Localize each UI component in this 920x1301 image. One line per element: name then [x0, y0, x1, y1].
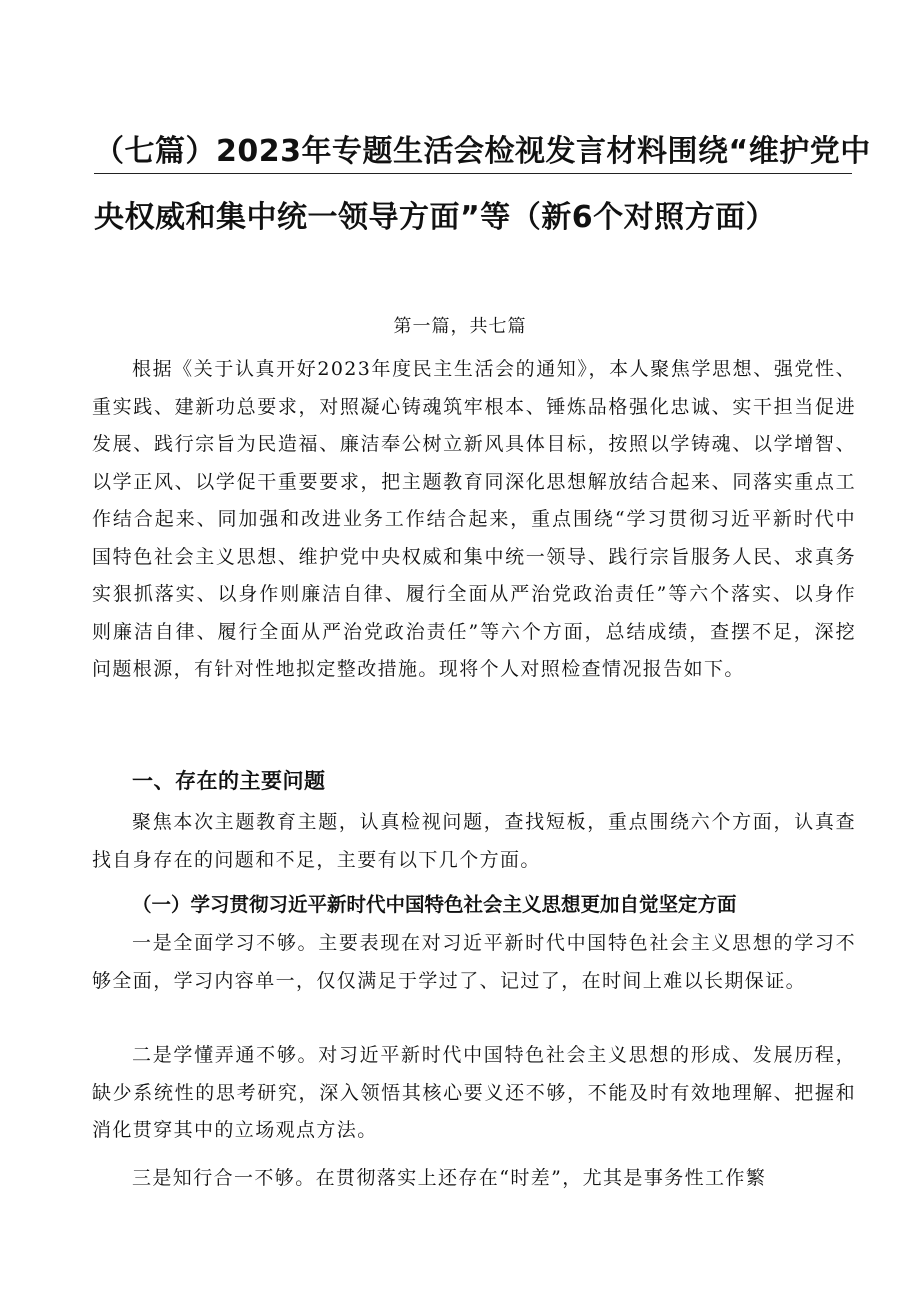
part-indicator: 第一篇，共七篇 — [393, 316, 527, 337]
problem-paragraph-2: 二是学懂弄通不够。对习近平新时代中国特色社会主义思想的形成、发展历程，缺少系统性的思考研究，深入领悟其核心要义还不够，不能及时有效地理解、把握和消化贯穿其中的立场观点方法。 — [92, 1044, 856, 1141]
problem-paragraph-1: 一是全面学习不够。主要表现在对习近平新时代中国特色社会主义思想的学习不够全面，学习内容单一，仅仅满足于学过了、记过了，在时间上难以长期保证。 — [92, 932, 856, 992]
section-intro-paragraph: 聚焦本次主题教育主题，认真检视问题，查找短板，重点围绕六个方面，认真查找自身存在的问题和不足，主要有以下几个方面。 — [92, 811, 856, 871]
section-heading-main-problems: 一、存在的主要问题 — [132, 769, 326, 793]
intro-paragraph: 根据《关于认真开好2023年度民主生活会的通知》，本人聚焦学思想、强党性、重实践、建新功总要求，对照凝心铸魂筑牢根本、锤炼品格强化忠诚、实干担当促进发展、践行宗旨为民造福、廉洁奉公树立新风具体目标，按照以学铸魂、以学增智、以学正风、以学促干重要要求，把主题教育同深化思想解放结合起来、同落实重点工作结合起来、同加强和改进业务工作结合起来，重点围绕“学习贯彻习近平新时代中国特色社会主义思想、维护党中央权威和集中统一领导、践行宗旨服务人民、求真务实狠抓落实、以身作则廉洁自律、履行全面从严治党政治责任”等六个落实、以身作则廉洁自律、履行全面从严治党政治责任”等六个方面，总结成绩，查摆不足，深挖问题根源，有针对性地拟定整改措施。现将个人对照检查情况报告如下。 — [92, 358, 856, 680]
document-title-line-2: 央权威和集中统一领导方面”等（新6个对照方面） — [94, 200, 777, 235]
subsection-heading-1: （一）学习贯彻习近平新时代中国特色社会主义思想更加自觉坚定方面 — [132, 893, 737, 916]
title-underline — [94, 173, 852, 174]
document-title-line-1: （七篇）2023年专题生活会检视发言材料围绕“维护党中 — [94, 134, 871, 169]
problem-paragraph-3: 三是知行合一不够。在贯彻落实上还存在“时差”，尤其是事务性工作繁 — [132, 1167, 767, 1189]
